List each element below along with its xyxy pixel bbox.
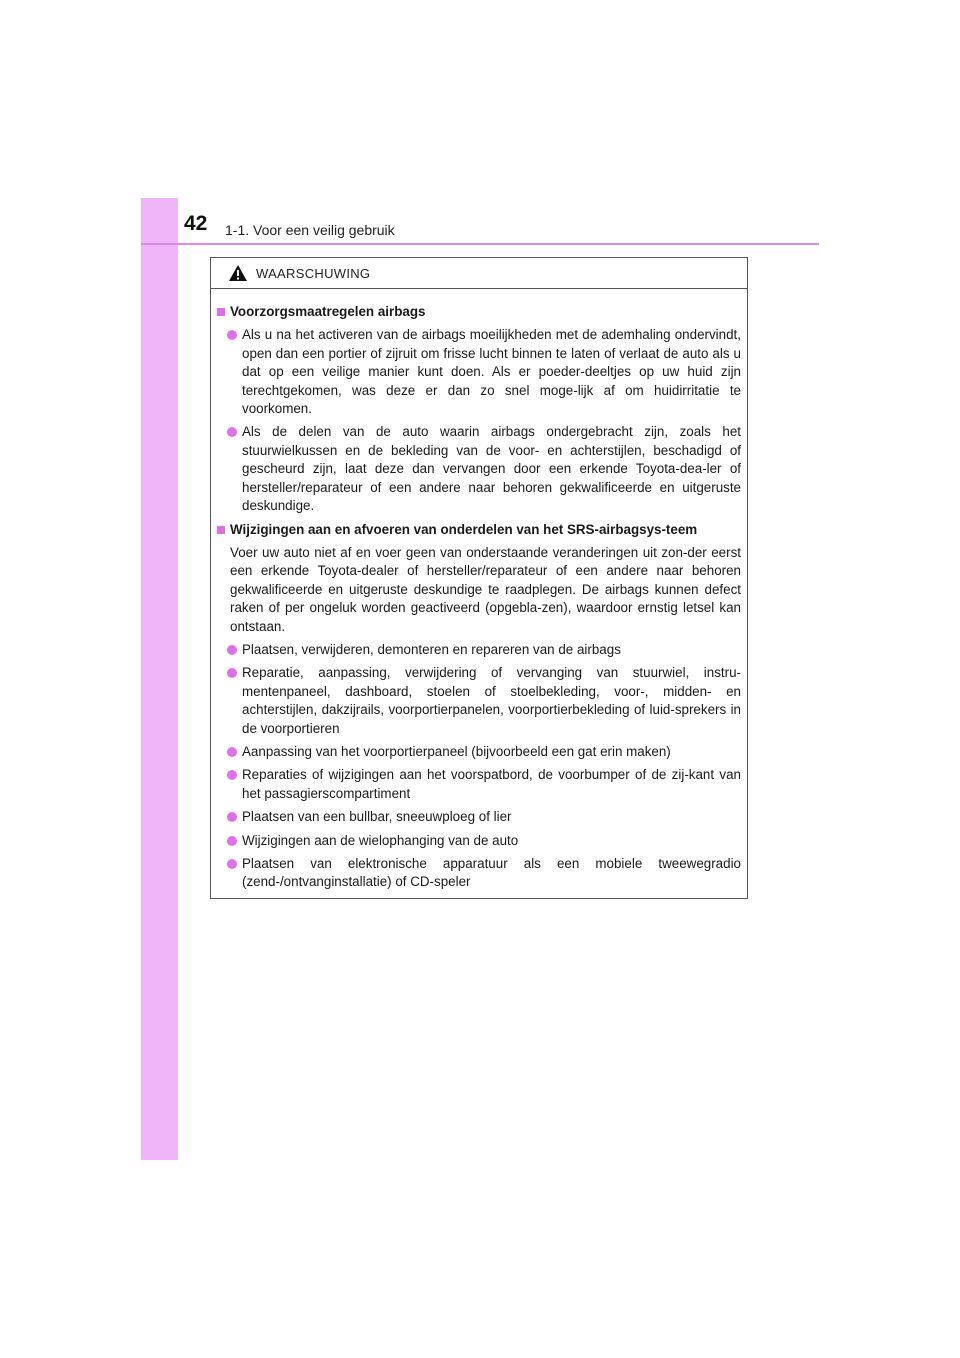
list-item-text: Plaatsen, verwijderen, demonteren en repareren van de airbags <box>242 641 621 657</box>
list-item-text: Als de delen van de auto waarin airbags ondergebracht zijn, zoals het stuurwielkussen en de bekleding van de voor- en achterstijlen, beschadigd of gescheurd zijn, laat deze dan vervangen door een erkende Toyota-dea-ler of hersteller/reparateur of een andere naar behoren gekwalificeerde en uitgeruste deskundige. <box>242 424 741 514</box>
list-item <box>217 664 741 738</box>
list-item <box>217 423 741 515</box>
warning-title: WAARSCHUWING <box>256 265 371 281</box>
page-number: 42 <box>184 212 208 235</box>
list-item-text: Wijzigingen aan de wielophanging van de auto <box>242 832 519 848</box>
circle-bullet-icon <box>227 770 237 780</box>
list-item <box>217 766 741 803</box>
list-item <box>217 808 741 826</box>
warning-triangle-icon <box>228 264 248 282</box>
list-item-text: Als u na het activeren van de airbags moeilijkheden met de ademhaling ondervindt, open dan een portier of zijruit om frisse lucht binnen te laten of verlaat de auto als u dat op een veilige manier kunt doen. Als er poeder-deeltjes op uw huid zijn terechtgekomen, was deze er dan zo snel moge-lijk af om huidirritatie te voorkomen. <box>242 327 741 417</box>
list-item-text: Reparaties of wijzigingen aan het voorspatbord, de voorbumper of de zij-kant van het passagierscompartiment <box>242 767 741 801</box>
list-item <box>217 855 741 892</box>
circle-bullet-icon <box>227 330 237 340</box>
section-heading-row <box>217 303 741 321</box>
section-title: 1-1. Voor een veilig gebruik <box>225 222 395 238</box>
list-item-text: Aanpassing van het voorportierpaneel (bijvoorbeeld een gat erin maken) <box>242 743 671 759</box>
list-item <box>217 743 741 761</box>
list-item-text: Plaatsen van een bullbar, sneeuwploeg of lier <box>242 809 512 825</box>
circle-bullet-icon <box>227 747 237 757</box>
warning-body <box>211 289 747 892</box>
list-item-text: Reparatie, aanpassing, verwijdering of vervanging van stuurwiel, instru-mentenpaneel, dashboard, stoelen of stoelbekleding, voor-, midden- en achterstijlen, dakzijrails, voorportierpanelen, voorportierbekleding of luid-sprekers in de voorportieren <box>242 665 741 736</box>
circle-bullet-icon <box>227 645 237 655</box>
list-item <box>217 326 741 418</box>
header-rule <box>141 243 819 245</box>
section-heading-row <box>217 521 741 539</box>
circle-bullet-icon <box>227 427 237 437</box>
side-color-band <box>141 198 178 1160</box>
list-item-text: Plaatsen van elektronische apparatuur als een mobiele tweewegradio (zend-/ontvanginstallatie) of CD-speler <box>242 855 741 890</box>
warning-header <box>211 258 747 289</box>
section-paragraph: Voer uw auto niet af en voer geen van onderstaande veranderingen uit zon-der eerst een erkende Toyota-dealer of hersteller/reparateur of een andere naar behoren gekwalificeerde en uitgeruste deskundige te raadplegen. De airbags kunnen defect raken of per ongeluk worden geactiveerd (opgebla-zen), waardoor ernstig letsel kan ontstaan. <box>230 544 741 634</box>
circle-bullet-icon <box>227 668 237 678</box>
circle-bullet-icon <box>227 836 237 846</box>
list-item <box>217 641 741 659</box>
list-item <box>217 832 741 850</box>
circle-bullet-icon <box>227 812 237 822</box>
square-bullet-icon <box>217 308 225 316</box>
circle-bullet-icon <box>227 859 237 869</box>
section-heading: Wijzigingen aan en afvoeren van onderdelen van het SRS-airbagsys-teem <box>230 522 698 538</box>
square-bullet-icon <box>217 526 225 534</box>
section-heading: Voorzorgsmaatregelen airbags <box>230 304 426 319</box>
warning-box <box>210 257 748 899</box>
